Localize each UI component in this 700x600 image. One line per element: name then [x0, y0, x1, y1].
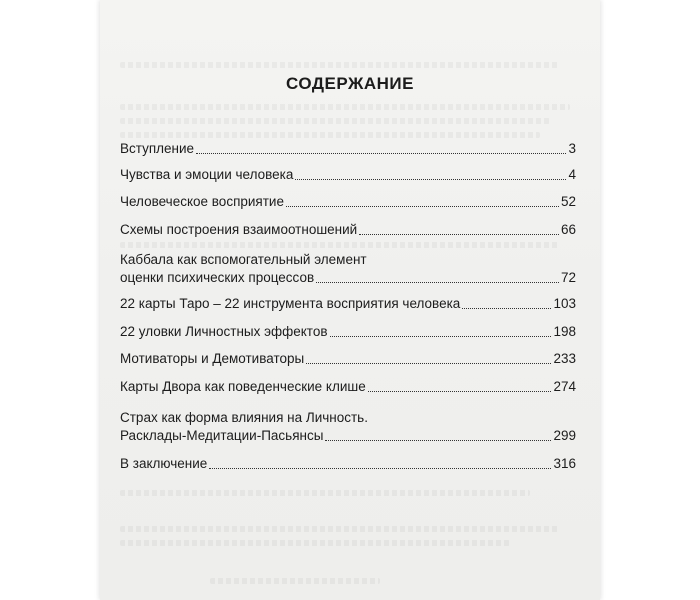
toc-entry	[120, 140, 576, 158]
dot-leader	[368, 391, 552, 392]
toc-entry	[120, 323, 576, 341]
dot-leader	[196, 153, 566, 154]
toc-entry	[120, 409, 576, 445]
bleed-through-text	[210, 578, 380, 584]
bleed-through-text	[120, 104, 570, 110]
dot-leader	[316, 282, 559, 283]
toc-entry-title: Страх как форма влияния на Личность.	[120, 410, 368, 425]
toc-page-number: 103	[553, 296, 576, 311]
toc-entry-title: В заключение	[120, 456, 208, 471]
toc-entry-title: Вступление	[120, 141, 195, 156]
dot-leader	[306, 363, 551, 364]
toc-entry	[120, 295, 576, 313]
toc-entry-title: 22 карты Таро – 22 инструмента восприятия человека	[120, 296, 461, 311]
toc-entry-title: Карты Двора как поведенческие клише	[120, 379, 366, 394]
bleed-through-text	[120, 62, 560, 68]
dot-leader	[325, 440, 551, 441]
dot-leader	[209, 468, 551, 469]
toc-entry	[120, 221, 576, 239]
page-title: СОДЕРЖАНИЕ	[286, 74, 414, 93]
dot-leader	[359, 234, 559, 235]
toc-entry-title: Мотиваторы и Демотиваторы	[120, 351, 305, 366]
toc-entry	[120, 166, 576, 184]
toc-entry-title: Каббала как вспомогательный элемент	[120, 252, 367, 267]
dot-leader	[286, 206, 559, 207]
toc-entry	[120, 455, 576, 473]
bleed-through-text	[120, 526, 560, 532]
toc-entry-title: оценки психических процессов	[120, 270, 315, 285]
bleed-through-text	[120, 132, 540, 138]
toc-entry-title: Расклады-Медитации-Пасьянсы	[120, 428, 324, 443]
toc-entry-title: Человеческое восприятие	[120, 194, 284, 209]
toc-entry	[120, 251, 576, 287]
toc-entry	[120, 350, 576, 368]
bleed-through-text	[120, 118, 550, 124]
toc-entry	[120, 378, 576, 396]
toc-page-number: 299	[553, 428, 576, 443]
book-page	[100, 0, 600, 600]
toc-entry-title: Чувства и эмоции человека	[120, 167, 294, 182]
bleed-through-text	[120, 242, 560, 248]
dot-leader	[330, 336, 552, 337]
toc-entry	[120, 193, 576, 211]
dot-leader	[295, 179, 566, 180]
toc-page-number: 52	[560, 194, 576, 209]
toc-page-number: 72	[560, 270, 576, 285]
toc-page-number: 3	[568, 141, 576, 156]
toc-page-number: 233	[553, 351, 576, 366]
toc-page-number: 4	[568, 167, 576, 182]
toc-entry-title: Схемы построения взаимоотношений	[120, 222, 358, 237]
bleed-through-text	[120, 490, 530, 496]
toc-page-number: 316	[553, 456, 576, 471]
dot-leader	[462, 308, 551, 309]
toc-page-number: 274	[553, 379, 576, 394]
bleed-through-text	[120, 540, 510, 546]
toc-entry-title: 22 уловки Личностных эффектов	[120, 324, 328, 339]
toc-page-number: 66	[560, 222, 576, 237]
toc-page-number: 198	[553, 324, 576, 339]
